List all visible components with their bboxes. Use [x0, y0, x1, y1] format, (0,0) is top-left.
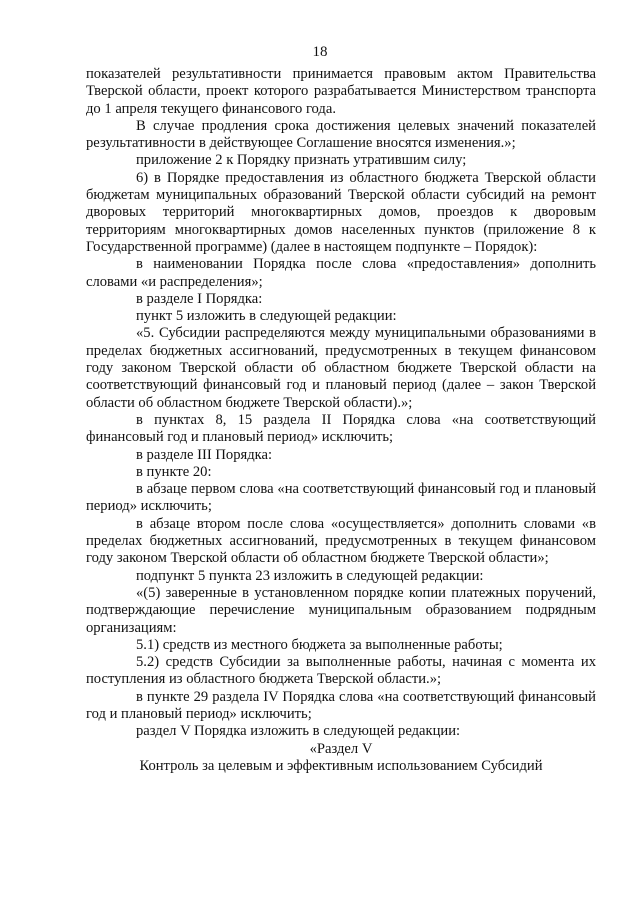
paragraph: «5. Субсидии распределяются между муниципальными образованиями в пределах бюджетных ассигнований, предусмотренных в текущем финансовом году законом Тверской области об областном бюджете Тверской области на соответствующий финансовый год и плановый период (далее – закон Тверской области об областном бюджете Тверской области).»;	[86, 325, 596, 411]
page-body	[86, 66, 596, 775]
paragraph: пункт 5 изложить в следующей редакции:	[136, 308, 397, 325]
paragraph: в абзаце первом слова «на соответствующий финансовый год и плановый период» исключить;	[86, 481, 596, 515]
page-number: 18	[312, 44, 328, 60]
paragraph: в разделе III Порядка:	[136, 446, 273, 463]
paragraph: подпункт 5 пункта 23 изложить в следующей редакции:	[136, 567, 484, 584]
paragraph: раздел V Порядка изложить в следующей редакции:	[136, 723, 461, 740]
paragraph: в пунктах 8, 15 раздела II Порядка слова «на соответствующий финансовый год и плановый период» исключить;	[86, 411, 596, 446]
paragraph: показателей результативности принимается правовым актом Правительства Тверской области, проект которого разрабатывается Министерством транспорта до 1 апреля текущего финансового года.	[86, 66, 596, 117]
paragraph: в разделе I Порядка:	[136, 290, 263, 307]
paragraph: в пункте 20:	[136, 463, 212, 480]
section-heading: «Раздел V	[309, 740, 373, 757]
section-title: Контроль за целевым и эффективным использованием Субсидий	[139, 757, 543, 774]
paragraph: 5.1) средств из местного бюджета за выполненные работы;	[136, 636, 503, 653]
paragraph: приложение 2 к Порядку признать утратившим силу;	[136, 152, 467, 169]
paragraph: 5.2) средств Субсидии за выполненные работы, начиная с момента их поступления из областного бюджета Тверской области.»;	[86, 654, 596, 688]
paragraph: «(5) заверенные в установленном порядке копии платежных поручений, подтверждающие перечисление муниципальным образованием подрядным организациям:	[86, 584, 596, 636]
paragraph: В случае продления срока достижения целевых значений показателей результативности в действующее Соглашение вносятся изменения.»;	[86, 117, 596, 152]
paragraph: в наименовании Порядка после слова «предоставления» дополнить словами «и распределения»;	[86, 256, 596, 290]
paragraph: в пункте 29 раздела IV Порядка слова «на соответствующий финансовый год и плановый период» исключить;	[86, 688, 596, 722]
paragraph: 6) в Порядке предоставления из областного бюджета Тверской области бюджетам муниципальных образований Тверской области субсидий на ремонт дворовых территорий многоквартирных домов, проездов к дворовым территориям многоквартирных домов населенных пунктов (приложение 8 к Государственной программе) (далее в настоящем подпункте – Порядок):	[86, 169, 596, 255]
paragraph: в абзаце втором после слова «осуществляется» дополнить словами «в пределах бюджетных ассигнований, предусмотренных в текущем финансовом году законом Тверской области об областном бюджете Тверской области»;	[86, 515, 596, 567]
